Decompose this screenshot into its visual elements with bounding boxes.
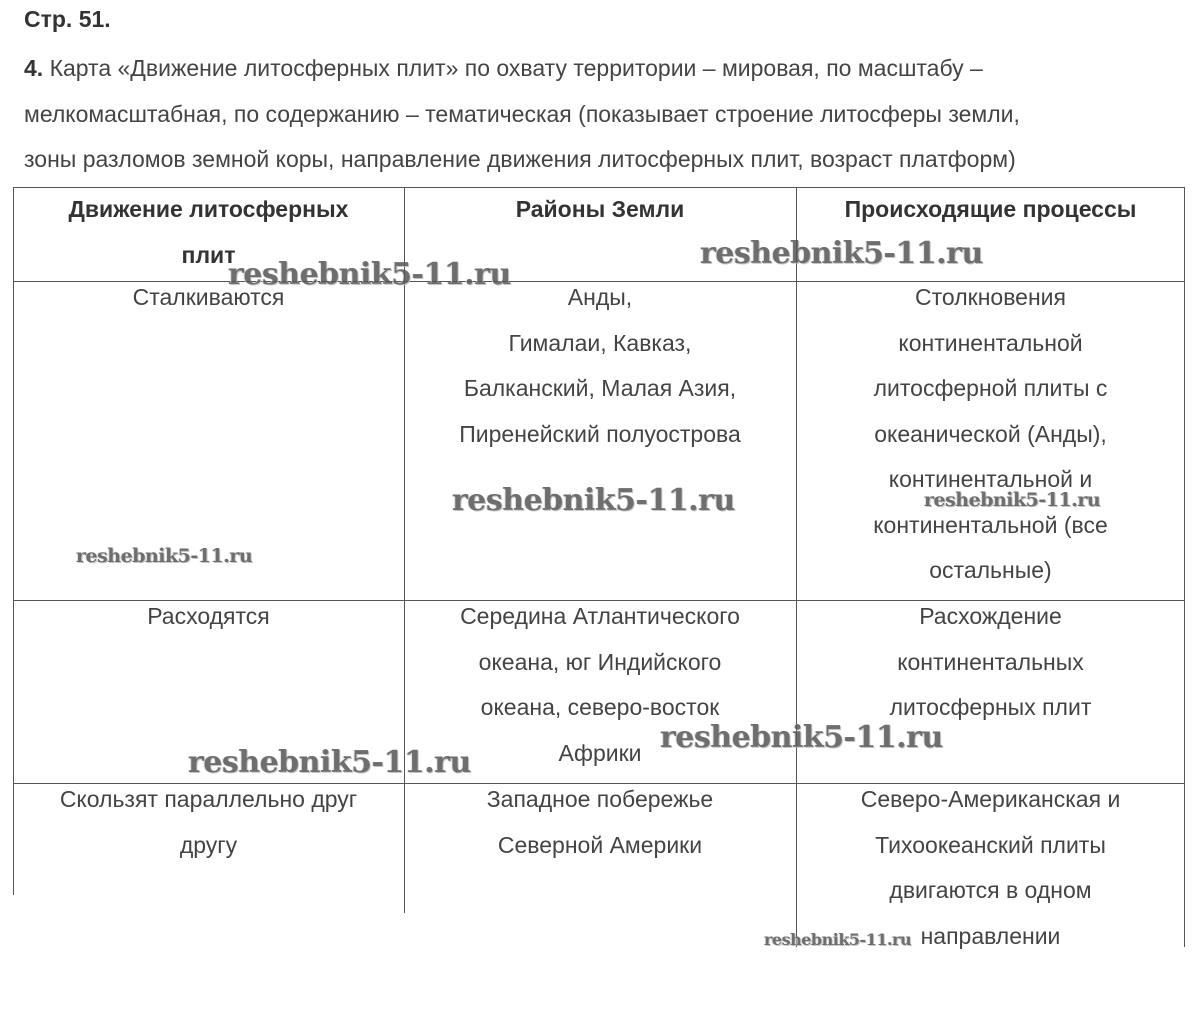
header-cell-movement: Движение литосферных плит bbox=[68, 196, 349, 268]
watermark: reshebnik5-11.ru bbox=[228, 257, 511, 292]
row3-movement: Скользят параллельно друг другу bbox=[59, 786, 358, 858]
row1-processes: Столкновения континентальной литосферной плиты с океанической (Анды), континентальной и континентальной (все остальные) bbox=[873, 284, 1108, 583]
watermark: reshebnik5-11.ru bbox=[764, 930, 912, 949]
row3-processes: Северо-Американская и Тихоокеанский плиты двигаются в одном направлении bbox=[860, 786, 1121, 949]
watermark: reshebnik5-11.ru bbox=[188, 745, 471, 780]
task-number: 4. bbox=[24, 55, 44, 81]
row2-regions: Середина Атлантического океана, юг Индийского океана, северо-восток Африки bbox=[460, 603, 740, 766]
watermark: reshebnik5-11.ru bbox=[924, 489, 1101, 511]
answer-table bbox=[13, 187, 1185, 947]
task-line-3: зоны разломов земной коры, направление движения литосферных плит, возраст платформ) bbox=[24, 146, 1016, 172]
row2-processes: Расхождение континентальных литосферных плит bbox=[889, 603, 1092, 720]
watermark: reshebnik5-11.ru bbox=[452, 483, 735, 518]
row1-movement: Сталкиваются bbox=[132, 284, 285, 310]
watermark: reshebnik5-11.ru bbox=[700, 236, 983, 271]
watermark: reshebnik5-11.ru bbox=[660, 720, 943, 755]
task-text bbox=[24, 46, 1184, 183]
page-header: Стр. 51. bbox=[24, 6, 111, 32]
watermark: reshebnik5-11.ru bbox=[76, 545, 253, 567]
header-cell-processes: Происходящие процессы bbox=[844, 196, 1137, 222]
task-line-1: 4. Карта «Движение литосферных плит» по охвату территории – мировая, по масштабу – bbox=[24, 55, 983, 81]
task-line-2: мелкомасштабная, по содержанию – тематическая (показывает строение литосферы земли, bbox=[24, 100, 1020, 127]
row3-regions: Западное побережье Северной Америки bbox=[486, 786, 714, 858]
header-cell-regions: Районы Земли bbox=[515, 196, 685, 222]
row1-regions: Анды, Гималаи, Кавказ, Балканский, Малая Азия, Пиренейский полуострова bbox=[459, 284, 741, 447]
row2-movement: Расходятся bbox=[147, 603, 270, 629]
